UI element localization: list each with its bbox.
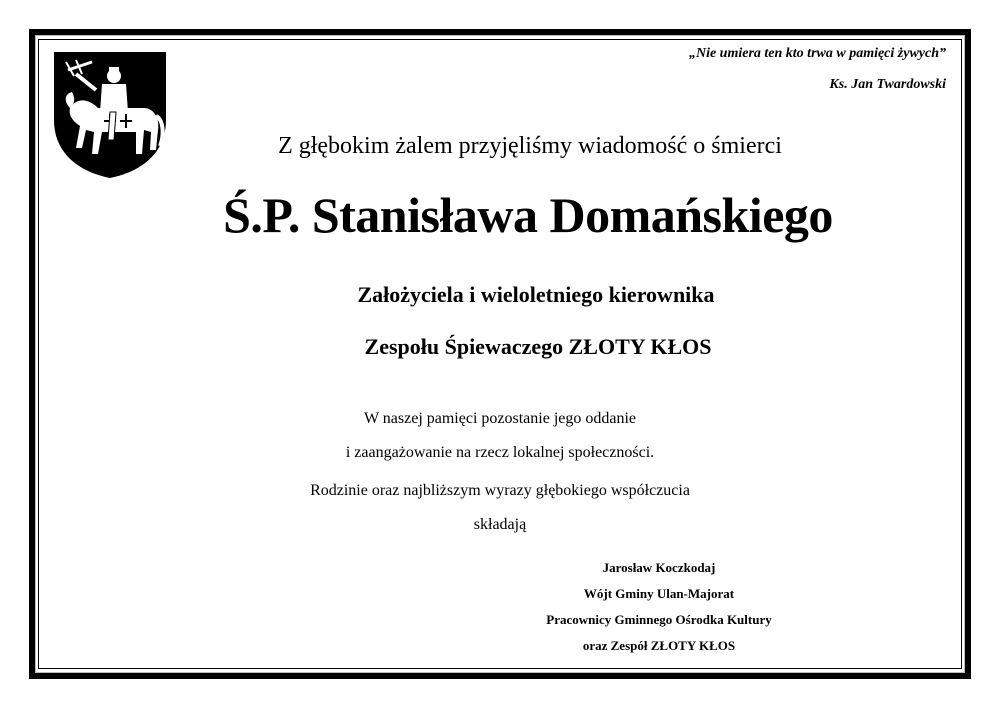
- role-line-2: Zespołu Śpiewaczego ZŁOTY KŁOS: [364, 334, 712, 359]
- message-line-4: składają: [473, 516, 527, 533]
- deceased-name: Ś.P. Stanisława Domańskiego: [223, 187, 833, 243]
- intro-text: Z głębokim żalem przyjęliśmy wiadomość o śmierci: [278, 133, 782, 159]
- signatory-line-1: Jarosław Koczkodaj: [602, 560, 716, 575]
- signatory-line-2: Wójt Gminy Ulan-Majorat: [583, 586, 735, 601]
- quote-text: „Nie umiera ten kto trwa w pamięci żywych”: [688, 46, 946, 61]
- message-line-3: Rodzinie oraz najbliższym wyrazy głębokiego współczucia: [310, 482, 690, 499]
- message-line-2: i zaangażowanie na rzecz lokalnej społeczności.: [345, 444, 655, 461]
- role-line-1: Założyciela i wieloletniego kierownika: [357, 282, 715, 307]
- signatory-line-4: oraz Zespół ZŁOTY KŁOS: [582, 638, 736, 653]
- message-line-1: W naszej pamięci pozostanie jego oddanie: [363, 410, 637, 427]
- signatory-line-3: Pracownicy Gminnego Ośrodka Kultury: [546, 612, 772, 627]
- quote-author: Ks. Jan Twardowski: [829, 77, 946, 92]
- coat-of-arms-knight-icon: [52, 50, 168, 180]
